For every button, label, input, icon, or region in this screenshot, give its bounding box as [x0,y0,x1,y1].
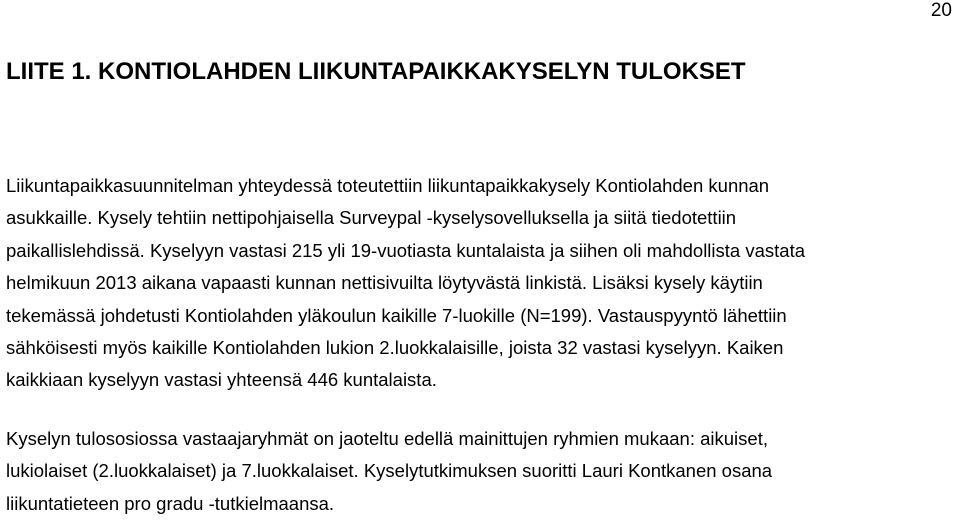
paragraph-line: lukiolaiset (2.luokkalaiset) ja 7.luokkalaiset. Kyselytutkimuksen suoritti Lauri Kontkanen osana [6,460,773,482]
paragraph-line: paikallislehdissä. Kyselyyn vastasi 215 yli 19-vuotiasta kuntalaista ja siihen oli mahdollista vastata [6,239,805,261]
paragraph-line: kaikkiaan kyselyyn vastasi yhteensä 446 kuntalaista. [6,369,437,391]
paragraph-line: Kyselyn tulososiossa vastaajaryhmät on jaoteltu edellä mainittujen ryhmien mukaan: aikuiset, [6,428,768,449]
paragraph-line: Liikuntapaikkasuunnitelman yhteydessä toteutettiin liikuntapaikkakysely Kontiolahden kunnan [6,175,770,196]
page-title: LIITE 1. KONTIOLAHDEN LIIKUNTAPAIKKAKYSELYN TULOKSET [6,58,746,85]
paragraph-survey-description [6,170,954,397]
page-number: 20 [930,0,952,21]
paragraph-line: tekemässä johdetusti Kontiolahden yläkoulun kaikille 7-luokille (N=199). Vastauspyyntö lähettiin [6,304,787,326]
paragraph-line: helmikuun 2013 aikana vapaasti kunnan nettisivuilta löytyvästä linkistä. Lisäksi kysely käytiin [6,272,763,294]
paragraph-line: sähköisesti myös kaikille Kontiolahden lukion 2.luokkalaisille, joista 32 vastasi kyselyyn. Kaiken [6,337,784,359]
paragraph-respondent-groups [6,423,954,520]
paragraph-line: liikuntatieteen pro gradu -tutkielmaansa. [6,492,335,514]
paragraph-line: asukkaille. Kysely tehtiin nettipohjaisella Surveypal -kyselysovelluksella ja siitä tiedotettiin [6,207,737,229]
